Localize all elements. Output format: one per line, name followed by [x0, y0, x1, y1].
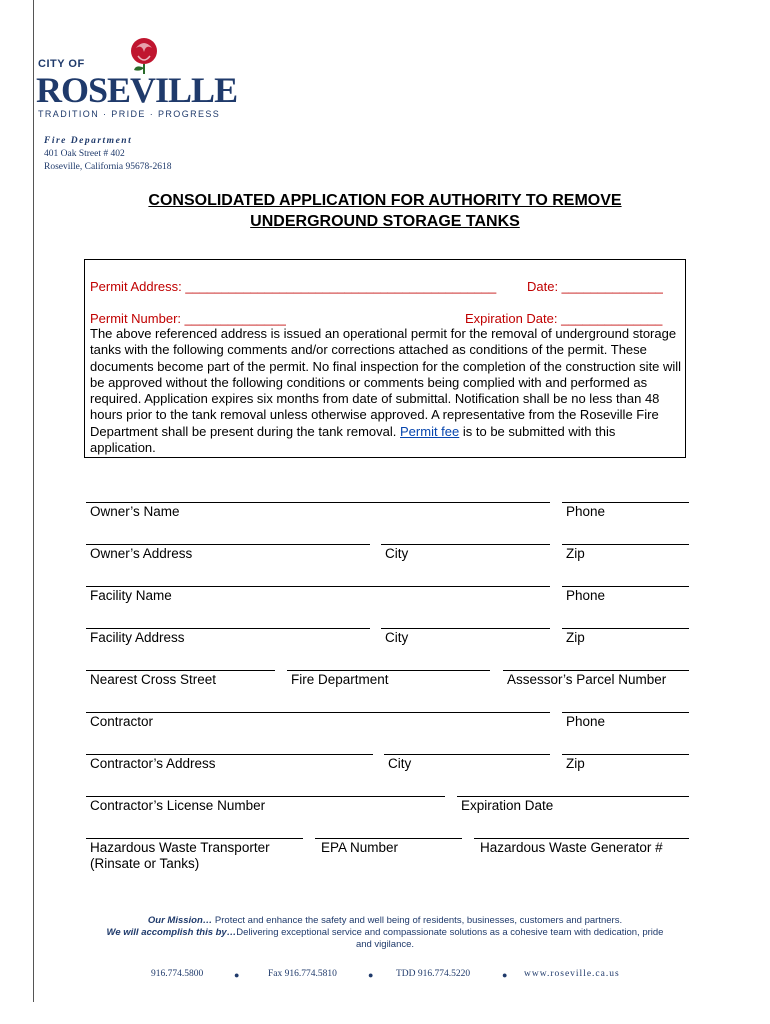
page-title [0, 190, 770, 232]
contractor-zip-line[interactable] [562, 754, 689, 755]
permit-paragraph-end: is to be submitted with this application. [90, 423, 616, 456]
permit-fee-link[interactable]: Permit fee [400, 423, 460, 439]
permit-address-label: Permit Address: ___________________________________________ [90, 279, 497, 294]
permit-date-label: Date: ______________ [527, 279, 663, 294]
permit-paragraph: The above referenced address is issued an operational permit for the removal of underground storage tanks with the following comments and/or corrections attached as conditions of the permit. These documents become part of the permit. No final inspection for the completion of the construction site will be approved without the following conditions or comments being complied with and performed as required. Application expires six months from date of submittal. Notification shall be no less than 48 hours prior to the tank removal unless otherwise approved. A representative from the Roseville Fire Department shall be present during the tank removal. [90, 326, 682, 439]
contractor-zip-label: Zip [566, 756, 585, 771]
department-city: Roseville, California 95678-2618 [44, 162, 172, 172]
owner-zip-label: Zip [566, 546, 585, 561]
owner-phone-line[interactable] [562, 502, 689, 503]
permit-expiration-label: Expiration Date: ______________ [465, 311, 663, 326]
facility-phone-line[interactable] [562, 586, 689, 587]
footer-website-link[interactable]: www.roseville.ca.us [524, 969, 620, 979]
contractor-phone-line[interactable] [562, 712, 689, 713]
footer-bullet-icon: ● [502, 970, 508, 980]
transporter-line[interactable] [86, 838, 303, 839]
facility-name-label: Facility Name [90, 588, 172, 603]
epa-number-label: EPA Number [321, 840, 399, 855]
owner-phone-label: Phone [566, 504, 606, 519]
generator-number-label: Hazardous Waste Generator # [480, 840, 663, 855]
facility-phone-label: Phone [566, 588, 606, 603]
owners-address-label: Owner’s Address [90, 546, 193, 561]
title-line-1: CONSOLIDATED APPLICATION FOR AUTHORITY TO REMOVE [148, 192, 622, 209]
owner-zip-line[interactable] [562, 544, 689, 545]
contractor-city-label: City [388, 756, 412, 771]
footer-bullet-icon: ● [368, 970, 374, 980]
owners-address-line[interactable] [86, 544, 370, 545]
facility-zip-label: Zip [566, 630, 585, 645]
facility-address-line[interactable] [86, 628, 370, 629]
facility-name-line[interactable] [86, 586, 550, 587]
owner-city-label: City [385, 546, 409, 561]
logo-city-of: CITY OF [38, 58, 85, 70]
contractor-label: Contractor [90, 714, 154, 729]
margin-rule [33, 0, 34, 1002]
cross-street-line[interactable] [86, 670, 275, 671]
contractor-address-label: Contractor’s Address [90, 756, 216, 771]
logo-tagline: TRADITION · PRIDE · PROGRESS [38, 109, 221, 119]
generator-number-line[interactable] [474, 838, 689, 839]
owners-name-label: Owner’s Name [90, 504, 180, 519]
facility-zip-line[interactable] [562, 628, 689, 629]
cross-street-label: Nearest Cross Street [90, 672, 217, 687]
title-line-2: UNDERGROUND STORAGE TANKS [250, 213, 520, 230]
contractor-address-line[interactable] [86, 754, 373, 755]
facility-city-label: City [385, 630, 409, 645]
fire-department-line[interactable] [287, 670, 490, 671]
accomplish-text: Delivering exceptional service and compassionate solutions as a cohesive team with dedication, pride and vigilance. [236, 927, 664, 950]
contractor-line[interactable] [86, 712, 550, 713]
owners-name-line[interactable] [86, 502, 550, 503]
permit-conditions-text [90, 326, 682, 456]
mission-text: Protect and enhance the safety and well being of residents, businesses, customers and partners. [212, 915, 623, 926]
rose-icon [124, 34, 164, 74]
epa-number-line[interactable] [315, 838, 462, 839]
parcel-number-label: Assessor’s Parcel Number [507, 672, 667, 687]
footer-phone: 916.774.5800 [151, 969, 204, 979]
transporter-label-line-1: Hazardous Waste Transporter [90, 840, 270, 855]
city-logo [36, 34, 238, 122]
department-address [44, 135, 171, 174]
owner-city-line[interactable] [381, 544, 550, 545]
footer-tdd: TDD 916.774.5220 [396, 969, 471, 979]
accomplish-lead: We will accomplish this by… [106, 927, 237, 938]
license-number-label: Contractor’s License Number [90, 798, 266, 813]
facility-city-line[interactable] [381, 628, 550, 629]
facility-address-label: Facility Address [90, 630, 185, 645]
transporter-label [90, 840, 270, 872]
permit-number-label: Permit Number: ______________ [90, 311, 286, 326]
expiration-date-label: Expiration Date [461, 798, 554, 813]
parcel-number-line[interactable] [503, 670, 689, 671]
department-street: 401 Oak Street # 402 [44, 149, 125, 159]
expiration-date-line[interactable] [457, 796, 689, 797]
fire-department-label: Fire Department [291, 672, 389, 687]
contractor-city-line[interactable] [384, 754, 550, 755]
footer-fax: Fax 916.774.5810 [268, 969, 337, 979]
contractor-phone-label: Phone [566, 714, 606, 729]
license-number-line[interactable] [86, 796, 445, 797]
footer-bullet-icon: ● [234, 970, 240, 980]
mission-statement [100, 915, 670, 951]
transporter-label-line-2: (Rinsate or Tanks) [90, 856, 200, 871]
department-name: Fire Department [44, 136, 133, 146]
mission-lead: Our Mission… [147, 915, 213, 926]
logo-wordmark: ROSEVILLE [36, 70, 238, 110]
